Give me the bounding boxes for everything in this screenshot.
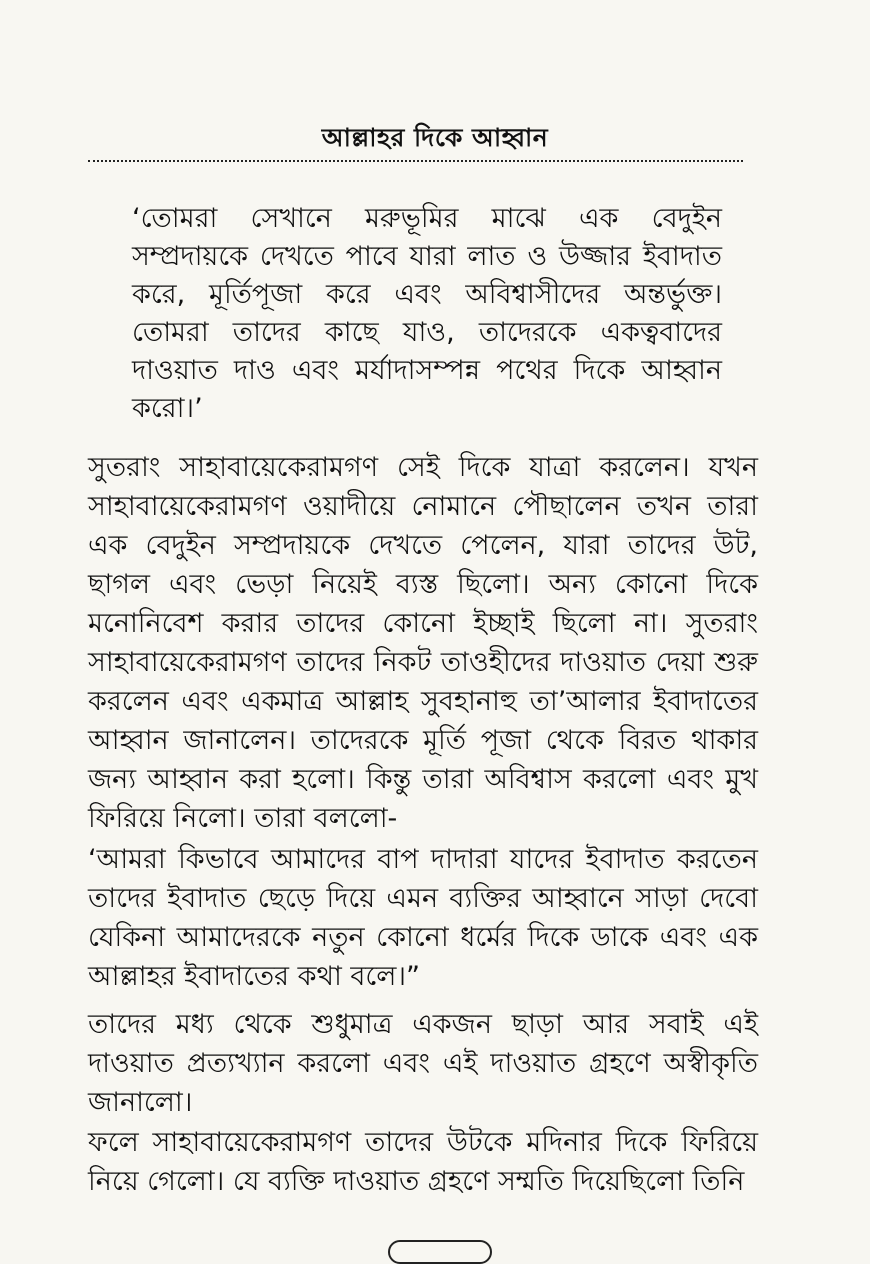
header-dotted-divider xyxy=(88,160,743,162)
paragraph-2-quote: ‘আমরা কিভাবে আমাদের বাপ দাদারা যাদের ইবাদাত করতেন তাদের ইবাদাত ছেড়ে দিয়ে এমন ব্যক্তির আহ্বানে সাড়া দেবো যেকিনা আমাদেরকে নতুন কোনো ধর্মের দিকে ডাকে এবং এক আল্লাহর ইবাদাতের কথা বলে।” xyxy=(88,844,758,992)
paragraph-3: তাদের মধ্য থেকে শুধুমাত্র একজন ছাড়া আর সবাই এই দাওয়াত প্রত্যখ্যান করলো এবং এই দাওয়াত গ্রহণে অস্বীকৃতি জানালো। xyxy=(88,1009,758,1118)
page-number-badge-outline xyxy=(388,1240,492,1264)
running-header-title: আল্লাহর দিকে আহ্বান xyxy=(321,123,549,152)
paragraph-4: ফলে সাহাবায়েকেরামগণ তাদের উটকে মদিনার দিকে ফিরিয়ে নিয়ে গেলো। যে ব্যক্তি দাওয়াত গ্রহণে সম্মতি দিয়েছিলো তিনি xyxy=(88,1127,758,1197)
indented-quote: ‘তোমরা সেখানে মরুভূমির মাঝে এক বেদুইন সম্প্রদায়কে দেখতে পাবে যারা লাত ও উজ্জার ইবাদাত করে, মূর্তিপূজা করে এবং অবিশ্বাসীদের অন্তর্ভুক্ত। তোমরা তাদের কাছে যাও, তাদেরকে একত্ববাদের দাওয়াত দাও এবং মর্যাদাসম্পন্ন পথের দিকে আহ্বান করো।’ xyxy=(132,203,722,424)
paragraph-1: সুতরাং সাহাবায়েকেরামগণ সেই দিকে যাত্রা করলেন। যখন সাহাবায়েকেরামগণ ওয়াদীয়ে নোমানে পৌছালেন তখন তারা এক বেদুইন সম্প্রদায়কে দেখতে পেলেন, যারা তাদের উট, ছাগল এবং ভেড়া নিয়েই ব্যস্ত ছিলো। অন্য কোনো দিকে মনোনিবেশ করার তাদের কোনো ইচ্ছাই ছিলো না। সুতরাং সাহাবায়েকেরামগণ তাদের নিকট তাওহীদের দাওয়াত দেয়া শুরু করলেন এবং একমাত্র আল্লাহ সুবহানাহু তা’আলার ইবাদাতের আহ্বান জানালেন। তাদেরকে মূর্তি পূজা থেকে বিরত থাকার জন্য আহ্বান করা হলো। কিন্তু তারা অবিশ্বাস করলো এবং মুখ ফিরিয়ে নিলো। তারা বললো- xyxy=(88,452,758,834)
